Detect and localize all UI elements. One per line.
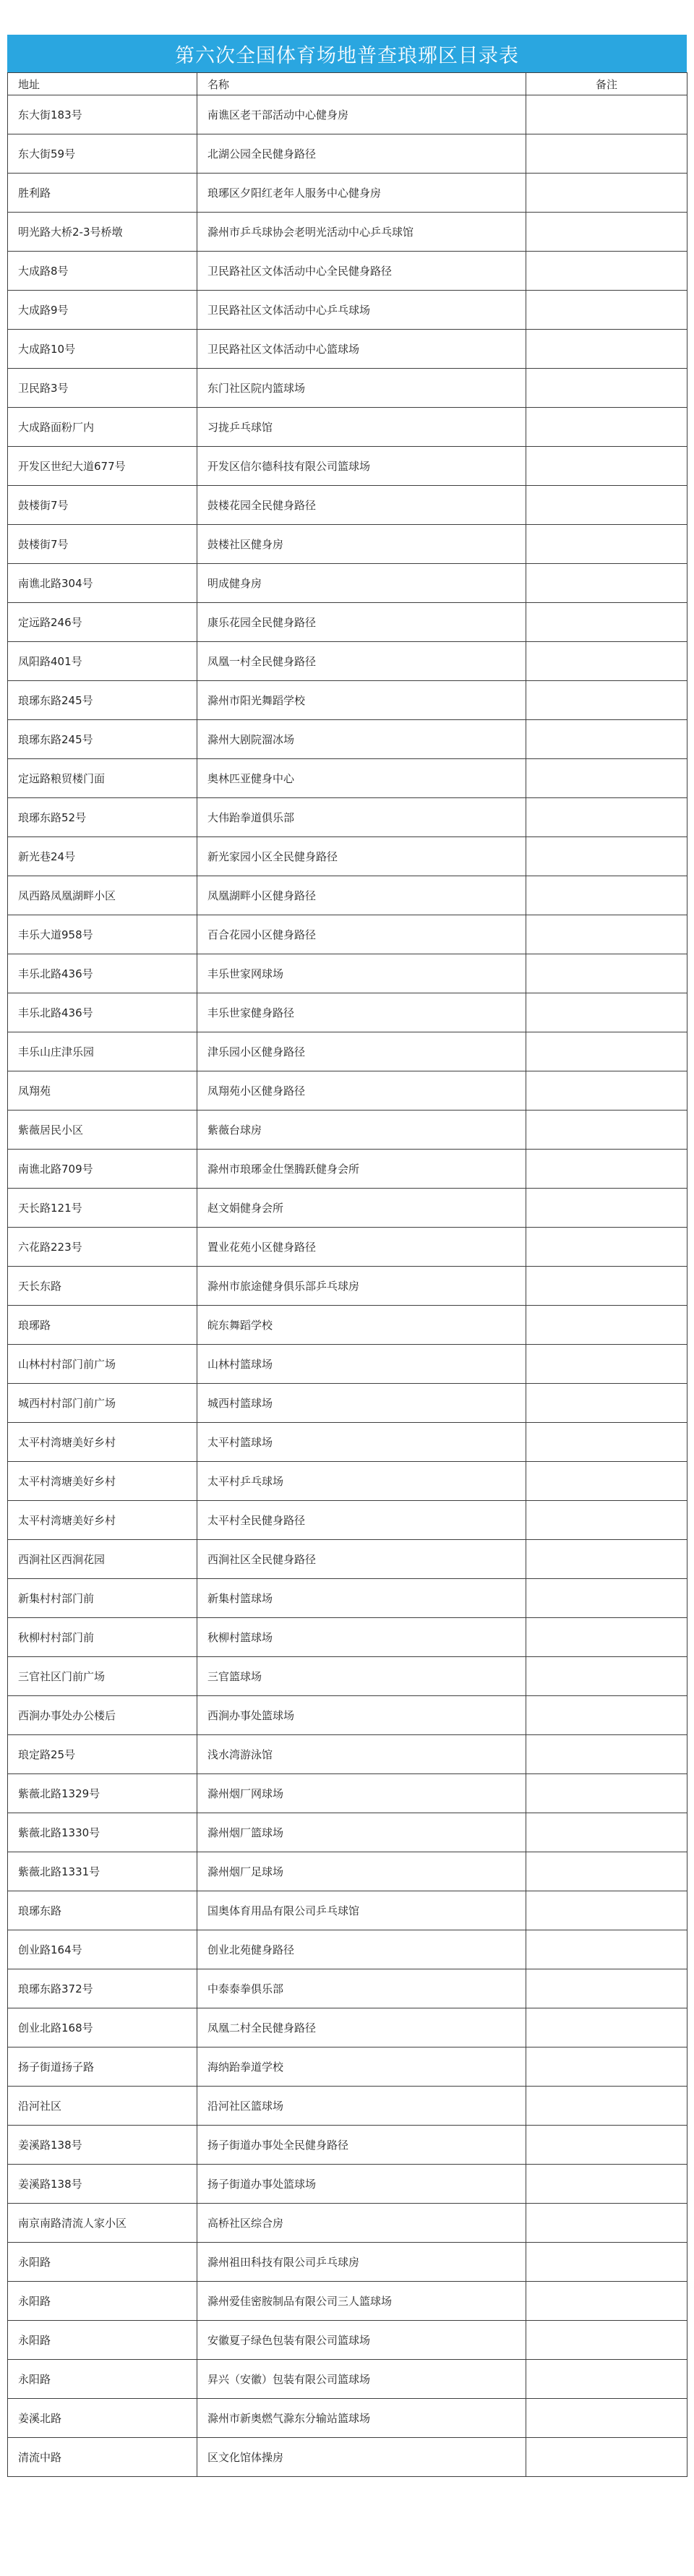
address-cell: 天长路121号 bbox=[8, 1189, 197, 1228]
name-cell: 滁州市阳光舞蹈学校 bbox=[197, 681, 526, 720]
table-row bbox=[8, 798, 687, 837]
table-row bbox=[8, 1852, 687, 1891]
name-cell: 滁州烟厂网球场 bbox=[197, 1774, 526, 1813]
remark-cell bbox=[526, 2438, 687, 2477]
name-cell: 奥林匹亚健身中心 bbox=[197, 759, 526, 798]
remark-cell bbox=[526, 447, 687, 486]
remark-cell bbox=[526, 1735, 687, 1774]
remark-cell bbox=[526, 2360, 687, 2399]
remark-cell bbox=[526, 2087, 687, 2126]
remark-cell bbox=[526, 2321, 687, 2360]
table-row bbox=[8, 1774, 687, 1813]
address-cell: 大成路8号 bbox=[8, 252, 197, 291]
name-cell: 滁州市琅琊金仕堡腾跃健身会所 bbox=[197, 1150, 526, 1189]
remark-cell bbox=[526, 1501, 687, 1540]
address-cell: 胜利路 bbox=[8, 174, 197, 213]
name-cell: 康乐花园全民健身路径 bbox=[197, 603, 526, 642]
table-row bbox=[8, 1891, 687, 1930]
name-cell: 滁州爱佳密胺制品有限公司三人篮球场 bbox=[197, 2282, 526, 2321]
name-cell: 太平村全民健身路径 bbox=[197, 1501, 526, 1540]
name-cell: 滁州烟厂足球场 bbox=[197, 1852, 526, 1891]
header-name: 名称 bbox=[197, 73, 526, 95]
table-row bbox=[8, 1618, 687, 1657]
name-cell: 凤凰湖畔小区健身路径 bbox=[197, 876, 526, 915]
name-cell: 紫薇台球房 bbox=[197, 1111, 526, 1150]
remark-cell bbox=[526, 1891, 687, 1930]
address-cell: 凤翔苑 bbox=[8, 1071, 197, 1111]
remark-cell bbox=[526, 174, 687, 213]
remark-cell bbox=[526, 876, 687, 915]
remark-cell bbox=[526, 603, 687, 642]
remark-cell bbox=[526, 1540, 687, 1579]
remark-cell bbox=[526, 252, 687, 291]
table-row bbox=[8, 486, 687, 525]
name-cell: 高桥社区综合房 bbox=[197, 2204, 526, 2243]
name-cell: 国奥体育用品有限公司乒乓球馆 bbox=[197, 1891, 526, 1930]
address-cell: 姜溪北路 bbox=[8, 2399, 197, 2438]
address-cell: 明光路大桥2-3号桥墩 bbox=[8, 213, 197, 252]
table-row bbox=[8, 642, 687, 681]
table-row bbox=[8, 1384, 687, 1423]
table-row bbox=[8, 1150, 687, 1189]
remark-cell bbox=[526, 798, 687, 837]
address-cell: 永阳路 bbox=[8, 2321, 197, 2360]
remark-cell bbox=[526, 2165, 687, 2204]
address-cell: 西涧社区西涧花园 bbox=[8, 1540, 197, 1579]
name-cell: 安徽夏子绿色包装有限公司篮球场 bbox=[197, 2321, 526, 2360]
address-cell: 大成路10号 bbox=[8, 330, 197, 369]
remark-cell bbox=[526, 759, 687, 798]
address-cell: 沿河社区 bbox=[8, 2087, 197, 2126]
remark-cell bbox=[526, 1462, 687, 1501]
remark-cell bbox=[526, 486, 687, 525]
name-cell: 凤凰一村全民健身路径 bbox=[197, 642, 526, 681]
name-cell: 皖东舞蹈学校 bbox=[197, 1306, 526, 1345]
name-cell: 卫民路社区文体活动中心乒乓球场 bbox=[197, 291, 526, 330]
name-cell: 滁州市新奥燃气滁东分输站篮球场 bbox=[197, 2399, 526, 2438]
name-cell: 滁州祖田科技有限公司乒乓球房 bbox=[197, 2243, 526, 2282]
name-cell: 沿河社区篮球场 bbox=[197, 2087, 526, 2126]
address-cell: 琅定路25号 bbox=[8, 1735, 197, 1774]
name-cell: 开发区信尔德科技有限公司篮球场 bbox=[197, 447, 526, 486]
address-cell: 永阳路 bbox=[8, 2243, 197, 2282]
remark-cell bbox=[526, 291, 687, 330]
table-row bbox=[8, 213, 687, 252]
address-cell: 东大街183号 bbox=[8, 95, 197, 134]
address-cell: 紫薇北路1331号 bbox=[8, 1852, 197, 1891]
address-cell: 琅琊东路245号 bbox=[8, 720, 197, 759]
address-cell: 永阳路 bbox=[8, 2282, 197, 2321]
remark-cell bbox=[526, 369, 687, 408]
address-cell: 开发区世纪大道677号 bbox=[8, 447, 197, 486]
remark-cell bbox=[526, 95, 687, 134]
table-row bbox=[8, 174, 687, 213]
table-row bbox=[8, 954, 687, 993]
name-cell: 习拢乒乓球馆 bbox=[197, 408, 526, 447]
table-row bbox=[8, 1657, 687, 1696]
remark-cell bbox=[526, 1657, 687, 1696]
name-cell: 三官篮球场 bbox=[197, 1657, 526, 1696]
remark-cell bbox=[526, 1579, 687, 1618]
name-cell: 鼓楼社区健身房 bbox=[197, 525, 526, 564]
table-row bbox=[8, 1111, 687, 1150]
address-cell: 六花路223号 bbox=[8, 1228, 197, 1267]
table-row bbox=[8, 2087, 687, 2126]
name-cell: 扬子街道办事处全民健身路径 bbox=[197, 2126, 526, 2165]
name-cell: 卫民路社区文体活动中心全民健身路径 bbox=[197, 252, 526, 291]
address-cell: 丰乐大道958号 bbox=[8, 915, 197, 954]
table-row bbox=[8, 408, 687, 447]
address-cell: 紫薇北路1330号 bbox=[8, 1813, 197, 1852]
remark-cell bbox=[526, 1267, 687, 1306]
remark-cell bbox=[526, 1111, 687, 1150]
table-row bbox=[8, 2165, 687, 2204]
name-cell: 扬子街道办事处篮球场 bbox=[197, 2165, 526, 2204]
table-row bbox=[8, 369, 687, 408]
table-header-row bbox=[8, 73, 687, 95]
table-row bbox=[8, 2204, 687, 2243]
table-row bbox=[8, 1189, 687, 1228]
remark-cell bbox=[526, 564, 687, 603]
address-cell: 三官社区门前广场 bbox=[8, 1657, 197, 1696]
address-cell: 大成路面粉厂内 bbox=[8, 408, 197, 447]
name-cell: 鼓楼花园全民健身路径 bbox=[197, 486, 526, 525]
remark-cell bbox=[526, 642, 687, 681]
table-row bbox=[8, 1345, 687, 1384]
address-cell: 东大街59号 bbox=[8, 134, 197, 174]
header-remark: 备注 bbox=[526, 73, 687, 95]
venue-table bbox=[7, 72, 687, 2477]
remark-cell bbox=[526, 408, 687, 447]
address-cell: 鼓楼街7号 bbox=[8, 486, 197, 525]
name-cell: 赵文娟健身会所 bbox=[197, 1189, 526, 1228]
table-row bbox=[8, 2126, 687, 2165]
remark-cell bbox=[526, 525, 687, 564]
table-row bbox=[8, 252, 687, 291]
address-cell: 太平村湾塘美好乡村 bbox=[8, 1501, 197, 1540]
table-row bbox=[8, 2321, 687, 2360]
remark-cell bbox=[526, 2204, 687, 2243]
remark-cell bbox=[526, 1306, 687, 1345]
remark-cell bbox=[526, 213, 687, 252]
table-row bbox=[8, 525, 687, 564]
table-row bbox=[8, 1930, 687, 1969]
name-cell: 太平村乒乓球场 bbox=[197, 1462, 526, 1501]
table-row bbox=[8, 291, 687, 330]
table-row bbox=[8, 1969, 687, 2008]
remark-cell bbox=[526, 1071, 687, 1111]
name-cell: 昇兴（安徽）包装有限公司篮球场 bbox=[197, 2360, 526, 2399]
table-row bbox=[8, 1540, 687, 1579]
address-cell: 南京南路清流人家小区 bbox=[8, 2204, 197, 2243]
table-row bbox=[8, 2008, 687, 2047]
name-cell: 城西村篮球场 bbox=[197, 1384, 526, 1423]
table-row bbox=[8, 1032, 687, 1071]
remark-cell bbox=[526, 330, 687, 369]
table-row bbox=[8, 603, 687, 642]
address-cell: 太平村湾塘美好乡村 bbox=[8, 1423, 197, 1462]
name-cell: 区文化馆体操房 bbox=[197, 2438, 526, 2477]
table-row bbox=[8, 2243, 687, 2282]
remark-cell bbox=[526, 1618, 687, 1657]
address-cell: 永阳路 bbox=[8, 2360, 197, 2399]
remark-cell bbox=[526, 134, 687, 174]
remark-cell bbox=[526, 993, 687, 1032]
name-cell: 百合花园小区健身路径 bbox=[197, 915, 526, 954]
name-cell: 山林村篮球场 bbox=[197, 1345, 526, 1384]
table-row bbox=[8, 681, 687, 720]
address-cell: 琅琊东路372号 bbox=[8, 1969, 197, 2008]
address-cell: 紫薇北路1329号 bbox=[8, 1774, 197, 1813]
remark-cell bbox=[526, 1150, 687, 1189]
address-cell: 丰乐北路436号 bbox=[8, 993, 197, 1032]
table-body bbox=[8, 95, 687, 2477]
address-cell: 琅琊东路52号 bbox=[8, 798, 197, 837]
remark-cell bbox=[526, 915, 687, 954]
name-cell: 浅水湾游泳馆 bbox=[197, 1735, 526, 1774]
remark-cell bbox=[526, 2126, 687, 2165]
remark-cell bbox=[526, 2282, 687, 2321]
table-row bbox=[8, 95, 687, 134]
page-title: 第六次全国体育场地普查琅琊区目录表 bbox=[7, 35, 687, 72]
address-cell: 南谯北路304号 bbox=[8, 564, 197, 603]
address-cell: 南谯北路709号 bbox=[8, 1150, 197, 1189]
header-address: 地址 bbox=[8, 73, 197, 95]
remark-cell bbox=[526, 2243, 687, 2282]
name-cell: 丰乐世家健身路径 bbox=[197, 993, 526, 1032]
table-row bbox=[8, 1228, 687, 1267]
remark-cell bbox=[526, 2399, 687, 2438]
address-cell: 姜溪路138号 bbox=[8, 2165, 197, 2204]
remark-cell bbox=[526, 1969, 687, 2008]
remark-cell bbox=[526, 2008, 687, 2047]
name-cell: 新光家园小区全民健身路径 bbox=[197, 837, 526, 876]
table-row bbox=[8, 915, 687, 954]
name-cell: 东门社区院内篮球场 bbox=[197, 369, 526, 408]
table-row bbox=[8, 876, 687, 915]
address-cell: 鼓楼街7号 bbox=[8, 525, 197, 564]
remark-cell bbox=[526, 1930, 687, 1969]
table-row bbox=[8, 1696, 687, 1735]
address-cell: 太平村湾塘美好乡村 bbox=[8, 1462, 197, 1501]
table-row bbox=[8, 1813, 687, 1852]
address-cell: 定远路246号 bbox=[8, 603, 197, 642]
name-cell: 滁州烟厂篮球场 bbox=[197, 1813, 526, 1852]
address-cell: 大成路9号 bbox=[8, 291, 197, 330]
address-cell: 琅琊东路 bbox=[8, 1891, 197, 1930]
remark-cell bbox=[526, 720, 687, 759]
remark-cell bbox=[526, 954, 687, 993]
address-cell: 紫薇居民小区 bbox=[8, 1111, 197, 1150]
address-cell: 琅琊东路245号 bbox=[8, 681, 197, 720]
remark-cell bbox=[526, 837, 687, 876]
name-cell: 西涧办事处篮球场 bbox=[197, 1696, 526, 1735]
name-cell: 丰乐世家网球场 bbox=[197, 954, 526, 993]
remark-cell bbox=[526, 1696, 687, 1735]
address-cell: 定远路粮贸楼门面 bbox=[8, 759, 197, 798]
name-cell: 滁州市旅途健身俱乐部乒乓球房 bbox=[197, 1267, 526, 1306]
name-cell: 北湖公园全民健身路径 bbox=[197, 134, 526, 174]
table-row bbox=[8, 759, 687, 798]
address-cell: 创业北路168号 bbox=[8, 2008, 197, 2047]
table-row bbox=[8, 1579, 687, 1618]
address-cell: 凤阳路401号 bbox=[8, 642, 197, 681]
table-row bbox=[8, 2047, 687, 2087]
name-cell: 秋柳村篮球场 bbox=[197, 1618, 526, 1657]
catalog-sheet bbox=[7, 0, 687, 2477]
name-cell: 大伟跆拳道俱乐部 bbox=[197, 798, 526, 837]
name-cell: 滁州市乒乓球协会老明光活动中心乒乓球馆 bbox=[197, 213, 526, 252]
remark-cell bbox=[526, 1345, 687, 1384]
remark-cell bbox=[526, 1228, 687, 1267]
address-cell: 扬子街道扬子路 bbox=[8, 2047, 197, 2087]
name-cell: 琅琊区夕阳红老年人服务中心健身房 bbox=[197, 174, 526, 213]
address-cell: 新集村村部门前 bbox=[8, 1579, 197, 1618]
table-row bbox=[8, 837, 687, 876]
name-cell: 明成健身房 bbox=[197, 564, 526, 603]
table-row bbox=[8, 993, 687, 1032]
name-cell: 南谯区老干部活动中心健身房 bbox=[197, 95, 526, 134]
name-cell: 凤翔苑小区健身路径 bbox=[197, 1071, 526, 1111]
table-row bbox=[8, 2360, 687, 2399]
address-cell: 姜溪路138号 bbox=[8, 2126, 197, 2165]
name-cell: 新集村篮球场 bbox=[197, 1579, 526, 1618]
name-cell: 滁州大剧院溜冰场 bbox=[197, 720, 526, 759]
name-cell: 凤凰二村全民健身路径 bbox=[197, 2008, 526, 2047]
name-cell: 置业花苑小区健身路径 bbox=[197, 1228, 526, 1267]
table-row bbox=[8, 1735, 687, 1774]
name-cell: 中泰泰拳俱乐部 bbox=[197, 1969, 526, 2008]
remark-cell bbox=[526, 1189, 687, 1228]
address-cell: 新光巷24号 bbox=[8, 837, 197, 876]
remark-cell bbox=[526, 1032, 687, 1071]
address-cell: 丰乐山庄津乐园 bbox=[8, 1032, 197, 1071]
table-row bbox=[8, 1462, 687, 1501]
remark-cell bbox=[526, 1852, 687, 1891]
table-row bbox=[8, 2399, 687, 2438]
name-cell: 创业北苑健身路径 bbox=[197, 1930, 526, 1969]
table-row bbox=[8, 564, 687, 603]
address-cell: 城西村村部门前广场 bbox=[8, 1384, 197, 1423]
table-row bbox=[8, 1306, 687, 1345]
address-cell: 创业路164号 bbox=[8, 1930, 197, 1969]
remark-cell bbox=[526, 1423, 687, 1462]
address-cell: 丰乐北路436号 bbox=[8, 954, 197, 993]
table-row bbox=[8, 330, 687, 369]
table-row bbox=[8, 720, 687, 759]
name-cell: 津乐园小区健身路径 bbox=[197, 1032, 526, 1071]
address-cell: 凤西路凤凰湖畔小区 bbox=[8, 876, 197, 915]
table-row bbox=[8, 2438, 687, 2477]
table-row bbox=[8, 1501, 687, 1540]
table-row bbox=[8, 1071, 687, 1111]
remark-cell bbox=[526, 1774, 687, 1813]
table-row bbox=[8, 1423, 687, 1462]
name-cell: 海纳跆拳道学校 bbox=[197, 2047, 526, 2087]
address-cell: 天长东路 bbox=[8, 1267, 197, 1306]
table-row bbox=[8, 2282, 687, 2321]
address-cell: 清流中路 bbox=[8, 2438, 197, 2477]
name-cell: 卫民路社区文体活动中心篮球场 bbox=[197, 330, 526, 369]
table-row bbox=[8, 134, 687, 174]
remark-cell bbox=[526, 1384, 687, 1423]
remark-cell bbox=[526, 1813, 687, 1852]
name-cell: 西涧社区全民健身路径 bbox=[197, 1540, 526, 1579]
address-cell: 西涧办事处办公楼后 bbox=[8, 1696, 197, 1735]
remark-cell bbox=[526, 681, 687, 720]
address-cell: 秋柳村村部门前 bbox=[8, 1618, 197, 1657]
remark-cell bbox=[526, 2047, 687, 2087]
address-cell: 卫民路3号 bbox=[8, 369, 197, 408]
table-row bbox=[8, 447, 687, 486]
address-cell: 琅琊路 bbox=[8, 1306, 197, 1345]
address-cell: 山林村村部门前广场 bbox=[8, 1345, 197, 1384]
name-cell: 太平村篮球场 bbox=[197, 1423, 526, 1462]
table-row bbox=[8, 1267, 687, 1306]
